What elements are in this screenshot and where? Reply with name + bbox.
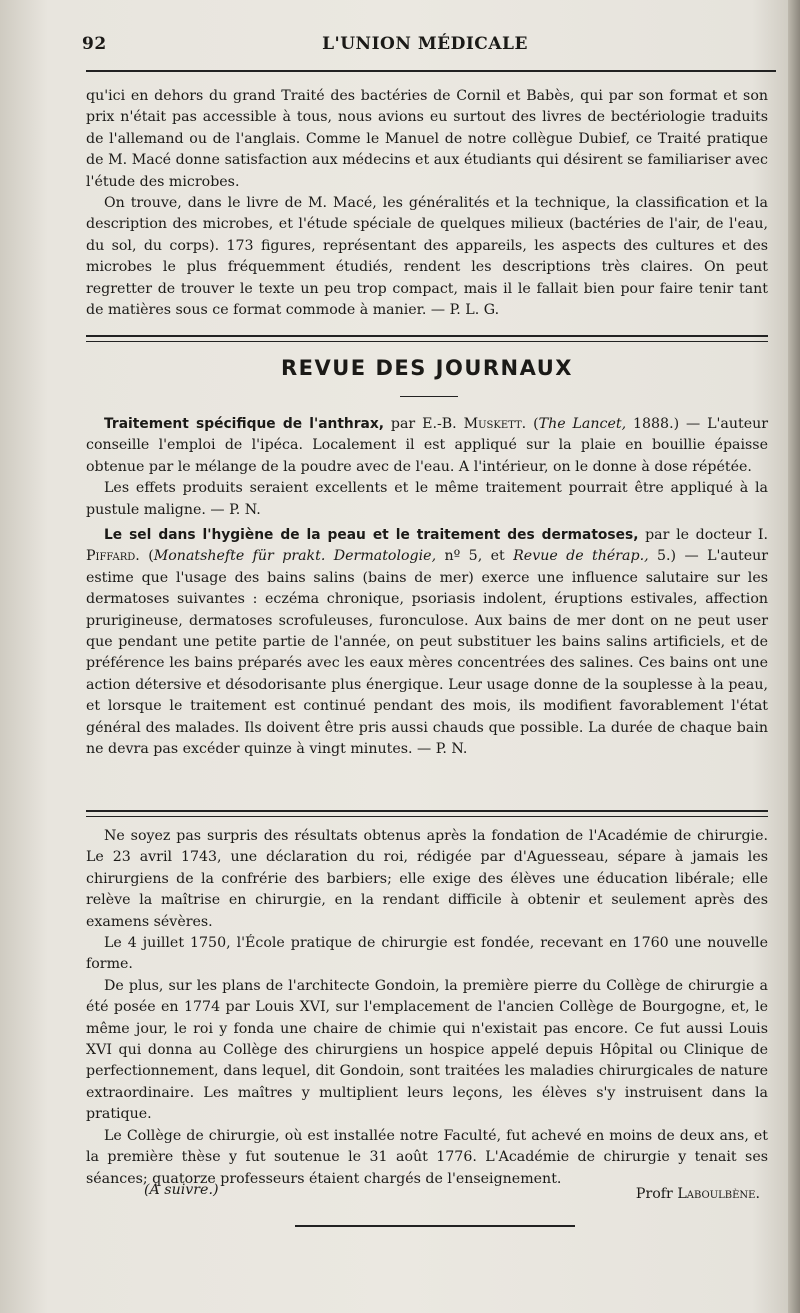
journal-review-list xyxy=(86,414,768,761)
article-byline-prefix: par E.-B. xyxy=(384,416,464,432)
history-paragraph: De plus, sur les plans de l'architecte Gondoin, la première pierre du Collège de chirurgie a été posée en 1774 par Louis XVI, sur l'emplacement de l'ancien Collège de Bourgogne, et, le même jour, le roi y fonda une chaire de chimie qui n'existait pas encore. Ce fut aussi Louis XVI qui donna au Collège des chirurgiens un hospice appelé depuis Hôpital ou Clinique de perfectionnement, dans lequel, dit Gondoin, sont traitées les maladies chirurgicales de nature extraordinaire. Les maîtres y multiplient leurs leçons, les élèves s'y instruisent dans la pratique. xyxy=(86,977,768,1123)
source-close: 1888.) — xyxy=(626,416,708,432)
source-open: ( xyxy=(526,416,539,432)
source-open: ( xyxy=(139,548,154,565)
history-paragraph: Le 4 juillet 1750, l'École pratique de chirurgie est fondée, recevant en 1760 une nouvelle forme. xyxy=(86,935,768,973)
section-divider xyxy=(86,335,768,342)
article-paragraph: Les effets produits seraient excellents et le même traitement pourrait être appliqué à la pustule maligne. — P. N. xyxy=(86,480,768,518)
page-number: 92 xyxy=(82,34,107,54)
running-title: L'UNION MÉDICALE xyxy=(322,34,528,54)
running-header xyxy=(80,32,770,62)
section-divider xyxy=(86,810,768,817)
source-mid: nº 5, et xyxy=(436,548,514,565)
article-byline-prefix: par le docteur I. xyxy=(638,527,769,544)
article-author: Muskett. xyxy=(463,416,527,432)
end-rule xyxy=(295,1225,575,1227)
page-edge-shadow xyxy=(788,0,800,1313)
review-paragraph: On trouve, dans le livre de M. Macé, les généralités et la technique, la classification et la description des microbes, et l'étude spéciale de quelques milieux (bactéries de l'air, de l'eau, du sol, du corps). 173 figures, représentant des appareils, les aspects des cultures et des microbes le plus fréquemment étudiés, rendent les descriptions très claires. On peut regretter de trouver le texte un peu trop compact, mais il le fallait bien pour faire tenir tant de matières sous ce format commode à manier. — P. L. G. xyxy=(86,195,768,319)
article-title: Le sel dans l'hygiène de la peau et le traitement des dermatoses, xyxy=(104,527,639,544)
header-rule xyxy=(86,70,776,72)
review-paragraph: qu'ici en dehors du grand Traité des bactéries de Cornil et Babès, qui par son format et son prix n'était pas accessible à tous, nous avions eu surtout des livres de bectériologie traduits de l'allemand ou de l'anglais. Comme le Manuel de notre collègue Dubief, ce Traité pratique de M. Macé donne satisfaction aux médecins et aux étudiants qui désirent se familiariser avec l'étude des microbes. xyxy=(86,88,768,190)
history-paragraph: Ne soyez pas surpris des résultats obtenus après la fondation de l'Académie de chirurgie. Le 23 avril 1743, une déclaration du roi, rédigée par d'Aguesseau, sépare à jamais les chirurgiens de la confrérie des barbiers; elle exige des élèves une éducation libérale; elle relève la maîtrise en chirurgie, en la rendant difficile à obtenir et seulement après des examens sévères. xyxy=(86,828,768,930)
signature-prefix: Profr xyxy=(635,1186,678,1202)
book-review-continuation xyxy=(86,86,768,321)
history-paragraph: Le Collège de chirurgie, où est installée notre Faculté, fut achevé en moins de deux ans, et la première thèse y fut soutenue le 31 août 1776. L'Académie de chirurgie y tenait ses séances; quatorze professeurs étaient chargés de l'enseignement. xyxy=(86,1127,768,1187)
article-author: Piffard. xyxy=(86,548,140,565)
title-underline xyxy=(400,396,458,397)
article-source: The Lancet, xyxy=(538,416,627,432)
article-anthrax xyxy=(86,414,768,478)
signoff-line xyxy=(86,1182,768,1204)
to-be-continued: (A suivre.) xyxy=(144,1182,219,1198)
article-source-secondary: Revue de thérap., xyxy=(513,548,649,565)
article-salt-baths xyxy=(86,525,768,760)
article-title: Traitement spécifique de l'anthrax, xyxy=(104,416,384,432)
author-signature xyxy=(636,1186,760,1202)
article-body: L'auteur estime que l'usage des bains salins (bains de mer) exerce une influence salutaire sur les dermatoses suivantes : eczéma chronique, psoriasis indolent, éruptions estivales, affection prurigineuse, dermatoses scrofuleuses, furonculose. Aux bains de mer dont on ne peut user que pendant une petite partie de l'année, on peut substituer les bains salins artificiels, et de préférence les bains préparés avec les eaux mères concentrées des salines. Ces bains ont une action détersive et désodorisante plus énergique. Leur usage donne de la souplesse à la peau, et lorsque le traitement est continué pendant des mois, ils modifient favorablement l'état général des malades. Ils doivent être pris aussi chauds que possible. La durée de chaque bain ne devra pas excéder quinze à vingt minutes. — P. N. xyxy=(86,548,769,758)
article-source: Monatshefte für prakt. Dermatologie, xyxy=(153,548,437,565)
history-article xyxy=(86,826,768,1190)
signature-name: Laboulbène. xyxy=(677,1186,760,1202)
source-close: 5.) — xyxy=(648,548,708,565)
section-title: REVUE DES JOURNAUX xyxy=(280,356,573,380)
article-body: L'auteur conseille l'emploi de l'ipéca. Localement il est appliqué sur la plaie en bouillie épaisse obtenue par le mélange de la poudre avec de l'eau. A l'intérieur, on le donne à dose répétée. xyxy=(86,416,769,475)
